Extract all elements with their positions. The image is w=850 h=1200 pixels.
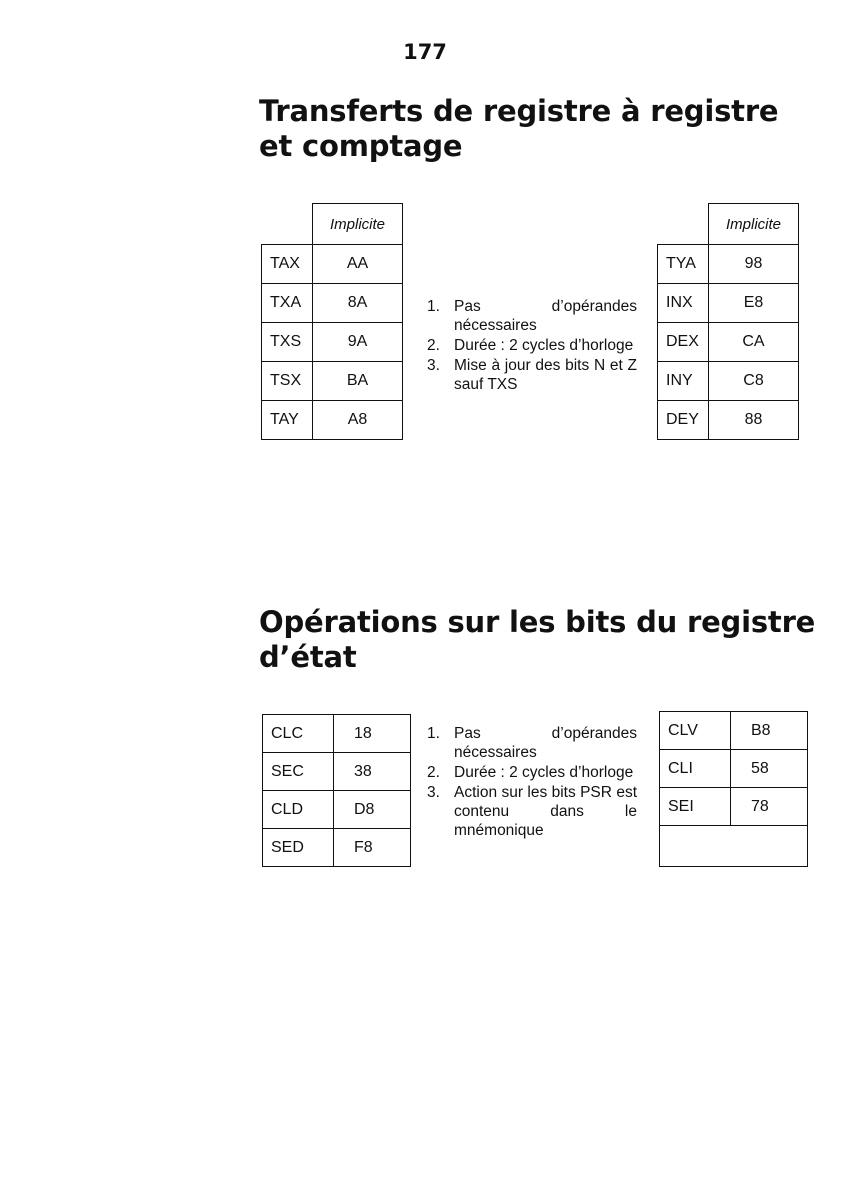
mnemonic-cell: SEC [263, 753, 334, 791]
mnemonic-cell: CLI [660, 750, 731, 788]
opcode-cell: 58 [731, 750, 808, 788]
mnemonic-cell: INX [658, 284, 709, 323]
note-item [427, 724, 637, 762]
transfer-notes-list [427, 297, 637, 395]
mnemonic-cell: SED [263, 829, 334, 867]
note-text: Pas d’opérandes nécessaires [454, 725, 637, 761]
opcode-cell: E8 [709, 284, 799, 323]
opcode-cell: CA [709, 323, 799, 362]
transfer-opcode-table-left [261, 203, 403, 440]
empty-cell [660, 826, 808, 867]
flag-opcode-table-left [262, 714, 411, 867]
opcode-cell: F8 [334, 829, 411, 867]
mnemonic-cell: CLC [263, 715, 334, 753]
mnemonic-cell: DEY [658, 401, 709, 440]
mnemonic-cell: CLV [660, 712, 731, 750]
opcode-cell: 88 [709, 401, 799, 440]
mnemonic-cell: TYA [658, 245, 709, 284]
opcode-cell: C8 [709, 362, 799, 401]
title-line: Opérations sur les bits du registre [259, 605, 816, 639]
mnemonic-cell: INY [658, 362, 709, 401]
mnemonic-cell: TAY [262, 401, 313, 440]
opcode-cell: B8 [731, 712, 808, 750]
mnemonic-cell: TXS [262, 323, 313, 362]
table-row [660, 712, 808, 750]
note-item [427, 297, 637, 335]
mnemonic-cell: TAX [262, 245, 313, 284]
opcode-cell: 18 [334, 715, 411, 753]
table-row [262, 284, 403, 323]
opcode-cell: BA [313, 362, 403, 401]
note-text: Mise à jour des bits N et Z sauf TXS [454, 357, 637, 393]
note-item [427, 356, 637, 394]
note-number: 1. [427, 725, 440, 742]
table-row [262, 245, 403, 284]
opcode-cell: 78 [731, 788, 808, 826]
note-text: Action sur les bits PSR est contenu dans le mnémonique [454, 784, 637, 839]
note-item [427, 336, 637, 355]
table-row [263, 715, 411, 753]
opcode-cell: AA [313, 245, 403, 284]
title-line: d’état [259, 640, 357, 674]
table-row [263, 829, 411, 867]
opcode-cell: D8 [334, 791, 411, 829]
table-row [660, 826, 808, 867]
table-row [660, 788, 808, 826]
note-number: 3. [427, 357, 440, 374]
opcode-cell: 9A [313, 323, 403, 362]
table-row [658, 284, 799, 323]
note-number: 1. [427, 298, 440, 315]
table-row [262, 401, 403, 440]
flag-opcode-table-right [659, 711, 808, 867]
column-header-implicite: Implicite [313, 204, 403, 245]
table-row [658, 401, 799, 440]
mnemonic-cell: CLD [263, 791, 334, 829]
mnemonic-cell: TSX [262, 362, 313, 401]
opcode-cell: 98 [709, 245, 799, 284]
mnemonic-cell: TXA [262, 284, 313, 323]
table-row [658, 362, 799, 401]
title-line: et comptage [259, 129, 463, 163]
mnemonic-cell: SEI [660, 788, 731, 826]
counting-opcode-table-right [657, 203, 799, 440]
table-row [262, 362, 403, 401]
note-text: Durée : 2 cycles d’horloge [454, 337, 634, 354]
table-row [660, 750, 808, 788]
table-row [262, 323, 403, 362]
note-number: 2. [427, 764, 440, 781]
opcode-cell: A8 [313, 401, 403, 440]
note-text: Pas d’opérandes nécessaires [454, 298, 637, 334]
title-line: Transferts de registre à registre [259, 94, 779, 128]
section-title-status-bits [259, 605, 819, 675]
page-number: 177 [403, 40, 447, 64]
table-row [658, 245, 799, 284]
opcode-cell: 38 [334, 753, 411, 791]
note-number: 3. [427, 784, 440, 801]
column-header-implicite: Implicite [709, 204, 799, 245]
status-bit-notes-list [427, 724, 637, 841]
opcode-cell: 8A [313, 284, 403, 323]
table-row [658, 323, 799, 362]
note-text: Durée : 2 cycles d’horloge [454, 764, 634, 781]
section-title-transfers [259, 94, 819, 164]
note-item [427, 783, 637, 840]
note-item [427, 763, 637, 782]
mnemonic-cell: DEX [658, 323, 709, 362]
table-row [263, 791, 411, 829]
note-number: 2. [427, 337, 440, 354]
table-row [263, 753, 411, 791]
